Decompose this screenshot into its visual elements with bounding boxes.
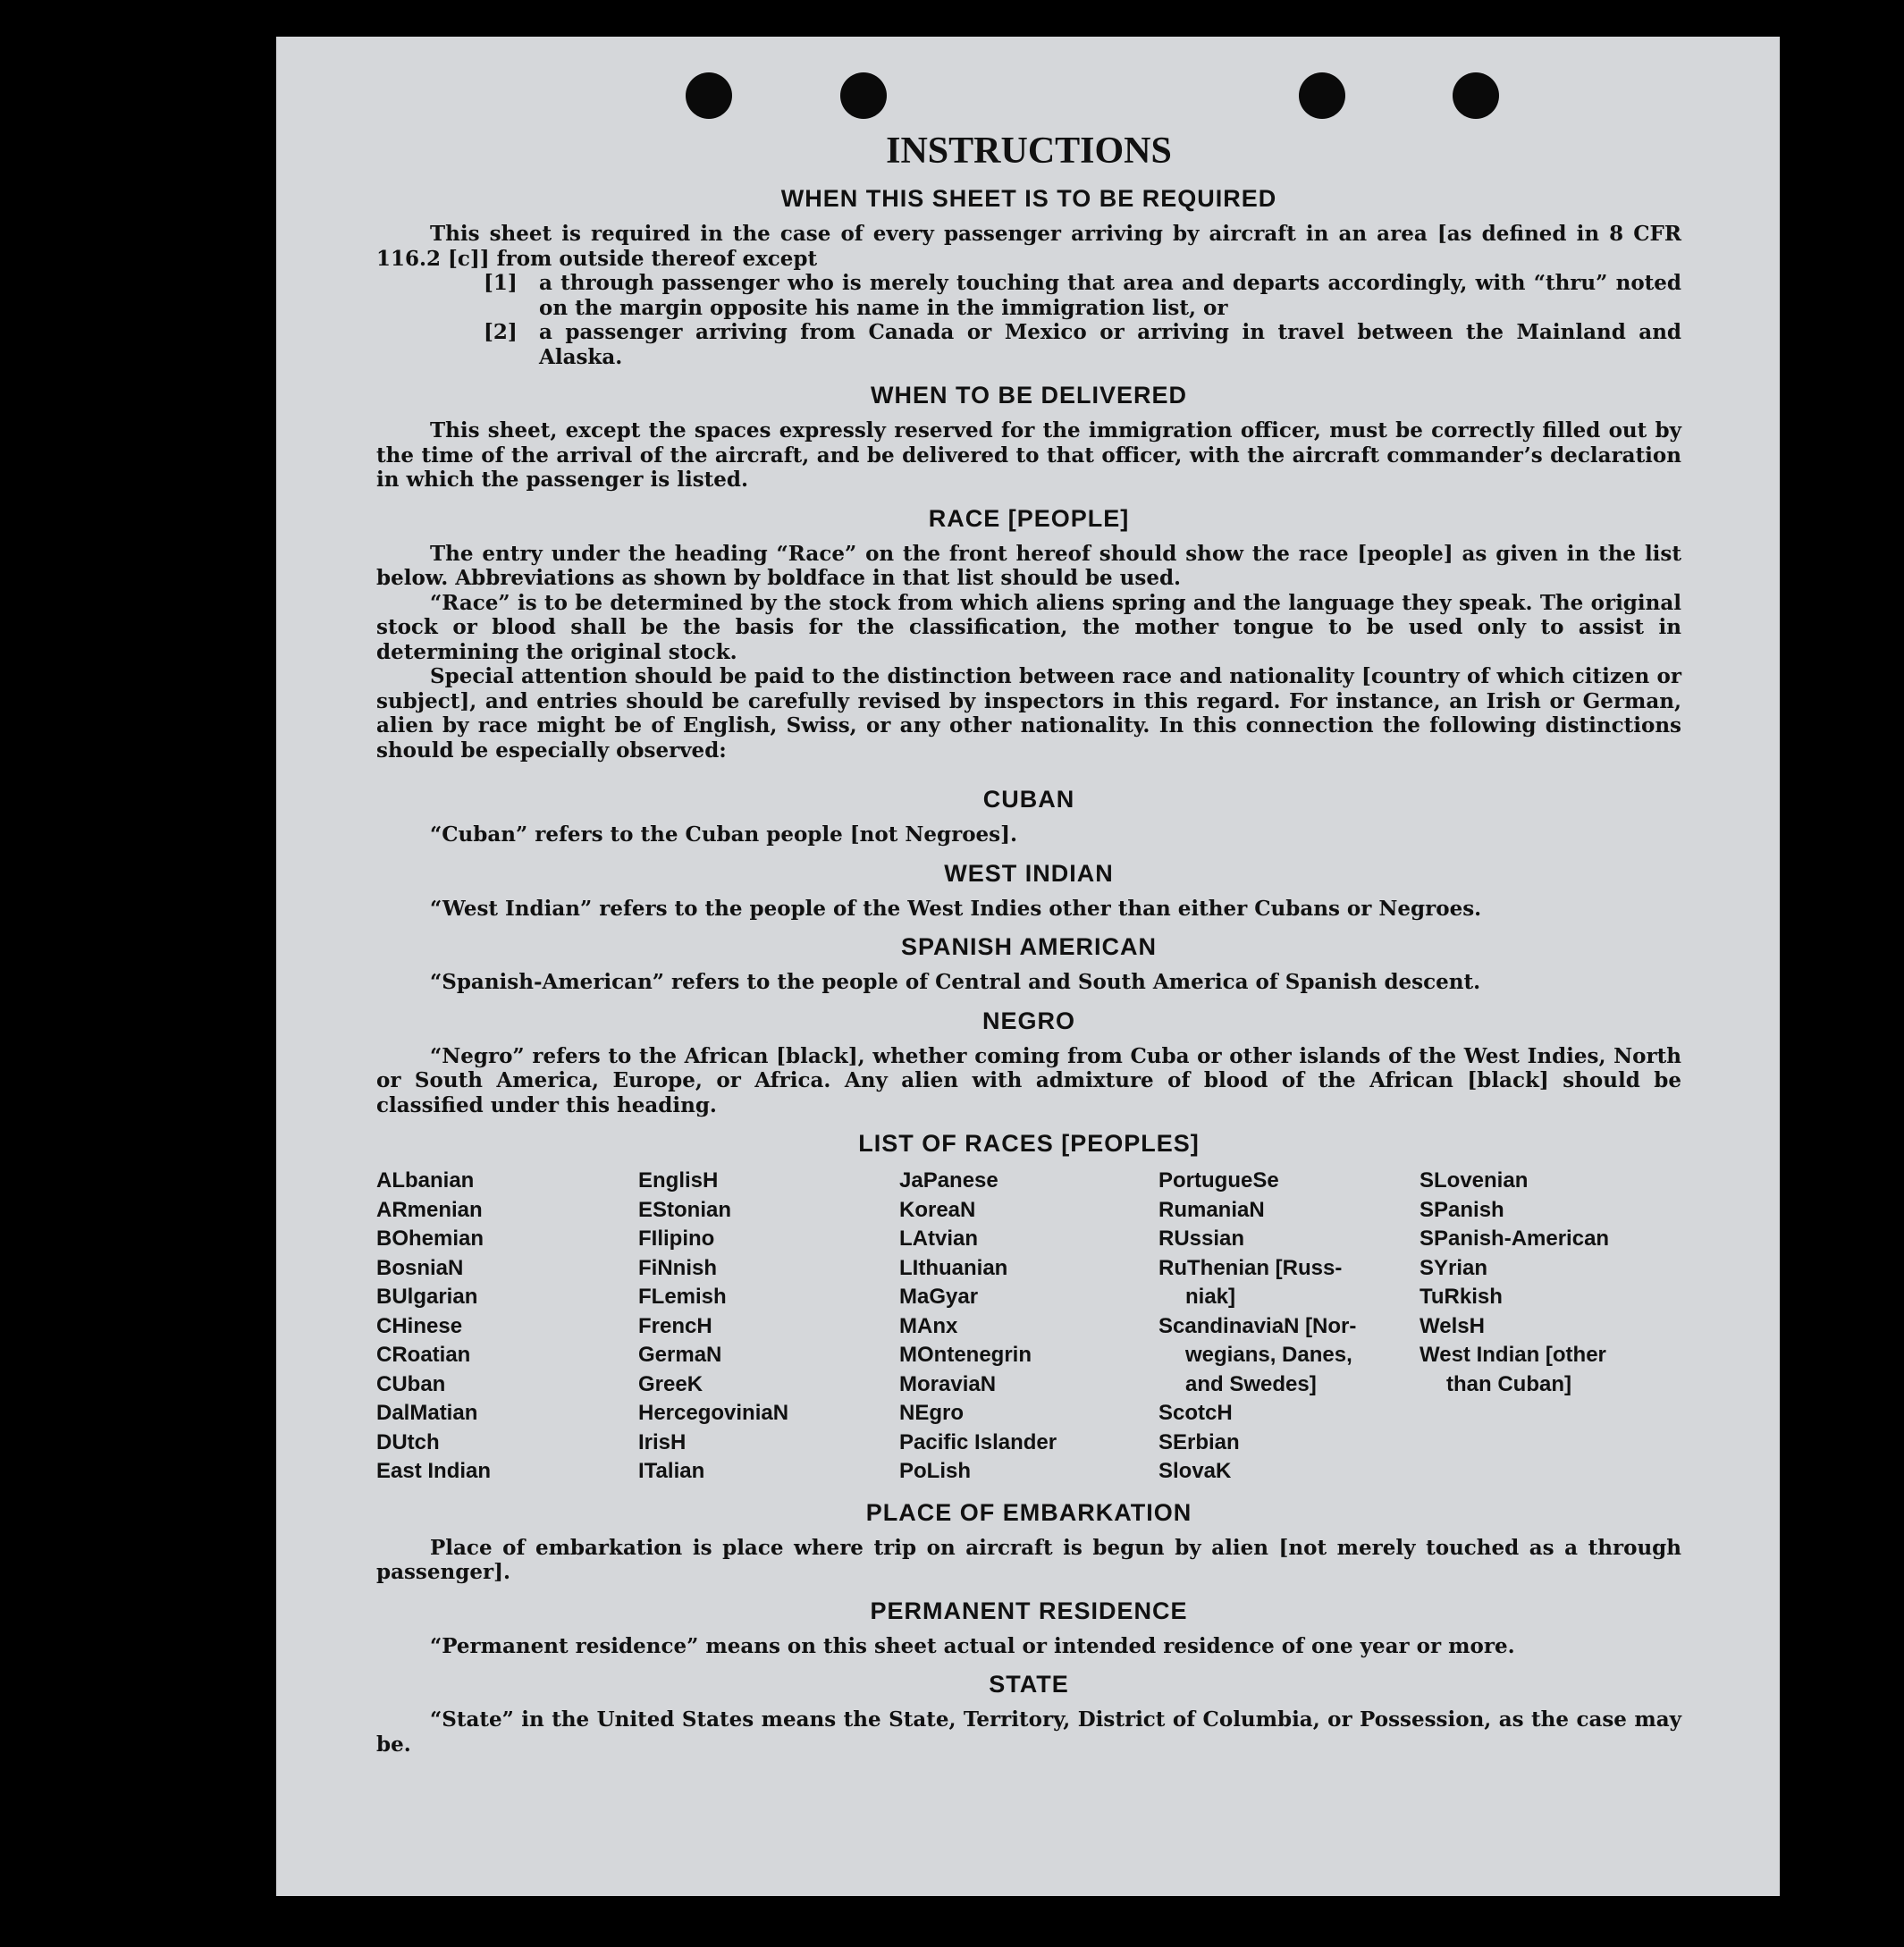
race-entry: FiNnish xyxy=(638,1255,717,1280)
race-entry: niak] xyxy=(1185,1285,1236,1309)
race-paragraph: The entry under the heading “Race” on the front hereof should show the race [people] as given in the list below. Abbreviations as shown by boldface in that list should be used. xyxy=(376,541,1681,590)
section-heading-required: WHEN THIS SHEET IS TO BE REQUIRED xyxy=(780,185,1277,212)
races-column xyxy=(638,1167,899,1487)
cuban-text: “Cuban” refers to the Cuban people [not Negroes]. xyxy=(430,822,1018,847)
race-paragraph: “Race” is to be determined by the stock from which aliens spring and the language they speak. The original stock or blood shall be the basis for the classification, the mother tongue to be used only to assist in determining the original stock. xyxy=(376,590,1681,664)
item-text: a through passenger who is merely touching that area and departs accordingly, with “thru” noted on the margin opposite his name in the immigration list, or xyxy=(539,271,1681,320)
race-entry: CRoatian xyxy=(376,1343,471,1367)
race-entry: CHinese xyxy=(376,1313,463,1338)
section-heading-west-indian: WEST INDIAN xyxy=(944,859,1114,887)
races-column xyxy=(1158,1167,1420,1487)
page-title: INSTRUCTIONS xyxy=(886,131,1172,172)
race-entry: West Indian [other xyxy=(1420,1343,1606,1367)
race-entry: RuThenian [Russ- xyxy=(1158,1255,1343,1280)
punch-hole xyxy=(1299,72,1345,119)
races-column xyxy=(1420,1167,1681,1487)
race-entry: MAnx xyxy=(899,1313,958,1338)
punch-hole xyxy=(1453,72,1499,119)
race-entry: FLemish xyxy=(638,1285,727,1309)
race-entry: IrisH xyxy=(638,1429,687,1454)
punch-hole xyxy=(840,72,887,119)
item-number: [2] xyxy=(484,320,518,344)
section-heading-cuban: CUBAN xyxy=(982,786,1075,813)
race-entry: BosniaN xyxy=(376,1255,464,1280)
race-entry: MoraviaN xyxy=(899,1371,997,1396)
race-entry: DalMatian xyxy=(376,1401,478,1425)
race-entry: ALbanian xyxy=(376,1168,475,1193)
race-entry: GermaN xyxy=(638,1343,722,1367)
race-entry: ScandinaviaN [Nor- xyxy=(1158,1313,1357,1338)
section-heading-state: STATE xyxy=(989,1671,1069,1698)
race-entry: LIthuanian xyxy=(899,1255,1008,1280)
document-content xyxy=(376,130,1681,1757)
race-entry: TuRkish xyxy=(1420,1285,1503,1309)
section-heading-residence: PERMANENT RESIDENCE xyxy=(870,1597,1188,1624)
west-indian-text: “West Indian” refers to the people of the West Indies other than either Cubans or Negroes. xyxy=(430,896,1482,921)
race-entry: HercegoviniaN xyxy=(638,1401,789,1425)
race-entry: KoreaN xyxy=(899,1197,976,1222)
race-entry: SErbian xyxy=(1158,1429,1240,1454)
race-entry: and Swedes] xyxy=(1185,1371,1317,1396)
race-entry: SPanish xyxy=(1420,1197,1504,1222)
race-entry: BUlgarian xyxy=(376,1285,478,1309)
race-paragraph: Special attention should be paid to the distinction between race and nationality [country of which citizen or subject], and entries should be carefully revised by inspectors in this regard. For instance, an Irish or German, alien by race might be of English, Swiss, or any other nationality. In this connection the following distinctions should be especially observed: xyxy=(376,664,1681,763)
race-entry: EStonian xyxy=(638,1197,732,1222)
race-entry: RUssian xyxy=(1158,1226,1245,1251)
section-heading-negro: NEGRO xyxy=(981,1007,1075,1034)
race-entry: EnglisH xyxy=(638,1168,719,1193)
punch-hole xyxy=(686,72,732,119)
section-heading-spanish-american: SPANISH AMERICAN xyxy=(900,933,1157,960)
exception-item xyxy=(484,320,1681,369)
race-entry: RumaniaN xyxy=(1158,1197,1265,1222)
race-entry: GreeK xyxy=(638,1371,703,1396)
race-entry: SPanish-American xyxy=(1420,1226,1610,1251)
race-entry: MOntenegrin xyxy=(899,1343,1032,1367)
race-entry: ARmenian xyxy=(376,1197,483,1222)
race-entry: NEgro xyxy=(899,1401,964,1425)
race-entry: Pacific Islander xyxy=(899,1429,1057,1454)
race-entry: wegians, Danes, xyxy=(1185,1343,1352,1367)
required-intro: This sheet is required in the case of every passenger arriving by aircraft in an area [as defined in 8 CFR 116.2 [c]] from outside thereof except xyxy=(376,222,1681,271)
race-entry: JaPanese xyxy=(899,1168,998,1193)
residence-text: “Permanent residence” means on this sheet actual or intended residence of one year or more. xyxy=(430,1633,1515,1658)
race-entry: PoLish xyxy=(899,1459,972,1483)
race-entry: MaGyar xyxy=(899,1285,979,1309)
section-heading-list: LIST OF RACES [PEOPLES] xyxy=(858,1130,1200,1157)
delivered-text: This sheet, except the spaces expressly reserved for the immigration officer, must be correctly filled out by the time of the arrival of the aircraft, and be delivered to that officer, with the aircraft commander’s declaration in which the passenger is listed. xyxy=(376,418,1681,492)
race-entry: East Indian xyxy=(376,1459,492,1483)
race-entry: DUtch xyxy=(376,1429,440,1454)
section-heading-embarkation: PLACE OF EMBARKATION xyxy=(865,1498,1192,1526)
state-text: “State” in the United States means the State, Territory, District of Columbia, or Possession, as the case may be. xyxy=(376,1707,1681,1757)
exception-item xyxy=(484,271,1681,320)
race-entry: PortugueSe xyxy=(1158,1168,1279,1193)
race-entry: SlovaK xyxy=(1158,1459,1232,1483)
document-sheet xyxy=(276,37,1780,1896)
race-entry: FIlipino xyxy=(638,1226,715,1251)
races-list xyxy=(376,1167,1681,1487)
section-heading-race: RACE [PEOPLE] xyxy=(928,504,1130,532)
section-heading-delivered: WHEN TO BE DELIVERED xyxy=(870,382,1188,409)
race-entry: ITalian xyxy=(638,1459,705,1483)
race-entry: than Cuban] xyxy=(1446,1371,1571,1396)
races-column xyxy=(376,1167,638,1487)
races-column xyxy=(899,1167,1158,1487)
race-entry: ScotcH xyxy=(1158,1401,1233,1425)
item-text: a passenger arriving from Canada or Mexico or arriving in travel between the Mainland and Alaska. xyxy=(539,320,1681,369)
race-entry: LAtvian xyxy=(899,1226,979,1251)
race-entry: SYrian xyxy=(1420,1255,1488,1280)
race-entry: CUban xyxy=(376,1371,446,1396)
race-entry: SLovenian xyxy=(1420,1168,1529,1193)
spanish-american-text: “Spanish-American” refers to the people of Central and South America of Spanish descent. xyxy=(430,970,1481,994)
embarkation-text: Place of embarkation is place where trip on aircraft is begun by alien [not merely touched as a through passenger]. xyxy=(376,1535,1681,1584)
race-entry: WelsH xyxy=(1420,1313,1485,1338)
race-entry: BOhemian xyxy=(376,1226,484,1251)
race-entry: FrencH xyxy=(638,1313,712,1338)
negro-text: “Negro” refers to the African [black], whether coming from Cuba or other islands of the West Indies, North or South America, Europe, or Africa. Any alien with admixture of blood of the African [black] should be classified under this heading. xyxy=(376,1043,1681,1117)
item-number: [1] xyxy=(484,271,518,295)
